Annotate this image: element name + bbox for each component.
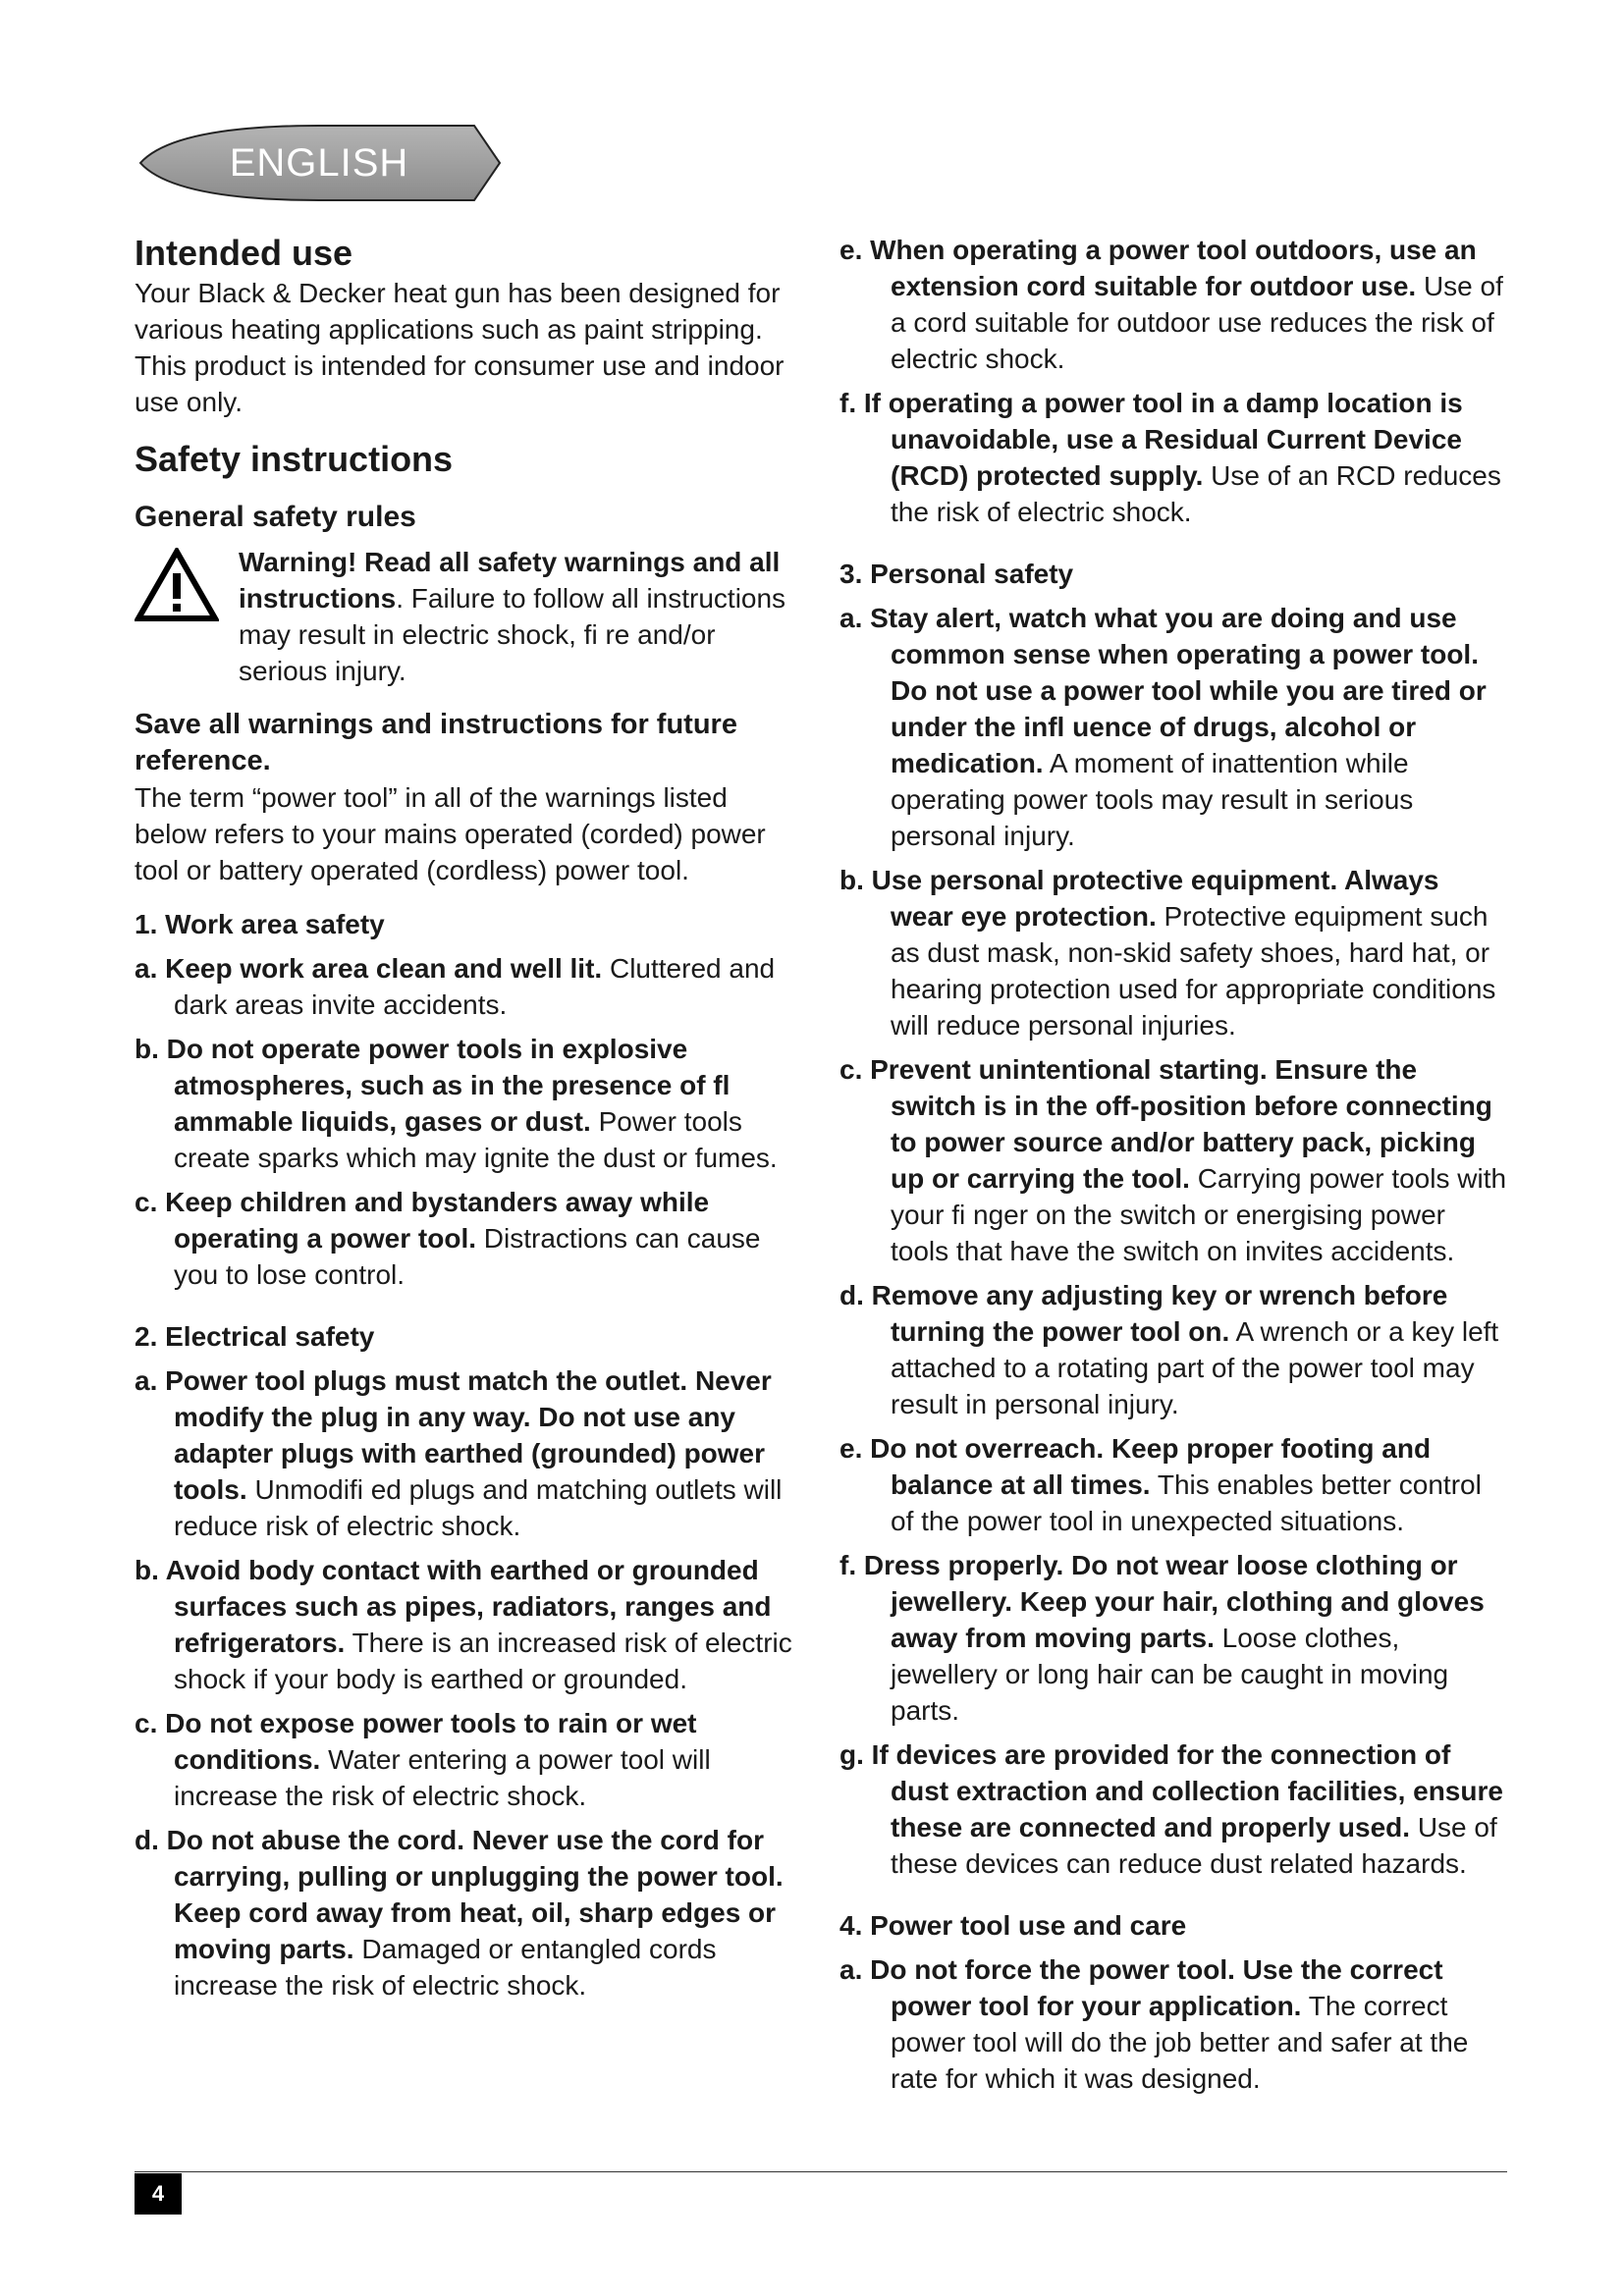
section-4-title: 4. Power tool use and care [839,1910,1187,1941]
language-tab [135,122,504,204]
language-label: ENGLISH [229,140,409,185]
list-item: b. Use personal protective equipment. Always wear eye protection. Protective equipment such as dust mask, non-skid safety shoes, hard hat, or hearing protection used for appropriate conditions will reduce personal injuries. [839,865,1496,1041]
list-item: b. Do not operate power tools in explosive atmospheres, such as in the presence of fl ammable liquids, gases or dust. Power tools create sparks which may ignite the dust or fumes. [135,1034,778,1173]
general-safety-rules-heading: General safety rules [135,501,416,533]
list-item: e. Do not overreach. Keep proper footing and balance at all times. This enables better control of the power tool in unexpected situations. [839,1433,1482,1536]
save-warnings-heading: Save all warnings and instructions for future reference. [135,709,737,776]
save-warnings-text: The term “power tool” in all of the warnings listed below refers to your mains operated (corded) power tool or battery operated (cordless) power tool. [135,782,766,885]
list-item: d. Remove any adjusting key or wrench before turning the power tool on. A wrench or a key left attached to a rotating part of the power tool may result in personal injury. [839,1280,1499,1419]
right-column [839,232,1507,2097]
list-item: c. Keep children and bystanders away while operating a power tool. Distractions can cause you to lose control. [135,1187,761,1290]
left-column [135,232,802,2003]
list-item: a. Stay alert, watch what you are doing and use common sense when operating a power tool. Do not use a power tool while you are tired or under the infl uence of drugs, alcohol or medication. A moment of inattention while operating power tools may result in serious personal injury. [839,603,1487,851]
intended-use-text: Your Black & Decker heat gun has been designed for various heating applications such as paint stripping. This product is intended for consumer use and indoor use only. [135,278,785,417]
warning-block [135,544,802,689]
list-item: f. If operating a power tool in a damp location is unavoidable, use a Residual Current Device (RCD) protected supply. Use of an RCD reduces the risk of electric shock. [839,388,1501,527]
section-3-title: 3. Personal safety [839,559,1074,589]
list-item: a. Keep work area clean and well lit. Cluttered and dark areas invite accidents. [135,953,776,1020]
list-item: b. Avoid body contact with earthed or grounded surfaces such as pipes, radiators, ranges and refrigerators. There is an increased risk of electric shock if your body is earthed or grounded. [135,1555,792,1694]
warning-triangle-icon [135,548,219,631]
section-1-title: 1. Work area safety [135,909,385,939]
intended-use-heading: Intended use [135,233,353,273]
page-number: 4 [135,2173,182,2215]
list-item: c. Prevent unintentional starting. Ensure the switch is in the off-position before connecting to power source and/or battery pack, picking up or carrying the tool. Carrying power tools with your fi nger on the switch or energising power tools that have the switch on invites accidents. [839,1054,1507,1266]
list-item: c. Do not expose power tools to rain or wet conditions. Water entering a power tool will increase the risk of electric shock. [135,1708,711,1811]
list-item: f. Dress properly. Do not wear loose clothing or jewellery. Keep your hair, clothing and gloves away from moving parts. Loose clothes, jewellery or long hair can be caught in moving parts. [839,1550,1485,1726]
footer-divider [135,2171,1507,2172]
list-item: d. Do not abuse the cord. Never use the cord for carrying, pulling or unplugging the power tool. Keep cord away from heat, oil, sharp edges or moving parts. Damaged or entangled cords increase the risk of electric shock. [135,1825,784,2001]
section-2-title: 2. Electrical safety [135,1321,375,1352]
warning-bold: Warning! Read all safety warnings and all instructions [239,547,781,614]
warning-text: . Failure to follow all instructions may result in electric shock, fi re and/or serious injury. [239,583,786,686]
safety-instructions-heading: Safety instructions [135,439,454,479]
list-item: g. If devices are provided for the connection of dust extraction and collection facilities, ensure these are connected and properly used. Use of these devices can reduce dust related hazards. [839,1739,1503,1879]
list-item: a. Do not force the power tool. Use the correct power tool for your application. The correct power tool will do the job better and safer at the rate for which it was designed. [839,1954,1469,2094]
list-item: a. Power tool plugs must match the outlet. Never modify the plug in any way. Do not use any adapter plugs with earthed (grounded) power tools. Unmodifi ed plugs and matching outlets will reduce risk of electric shock. [135,1365,783,1541]
list-item: e. When operating a power tool outdoors, use an extension cord suitable for outdoor use. Use of a cord suitable for outdoor use reduces the risk of electric shock. [839,235,1503,374]
